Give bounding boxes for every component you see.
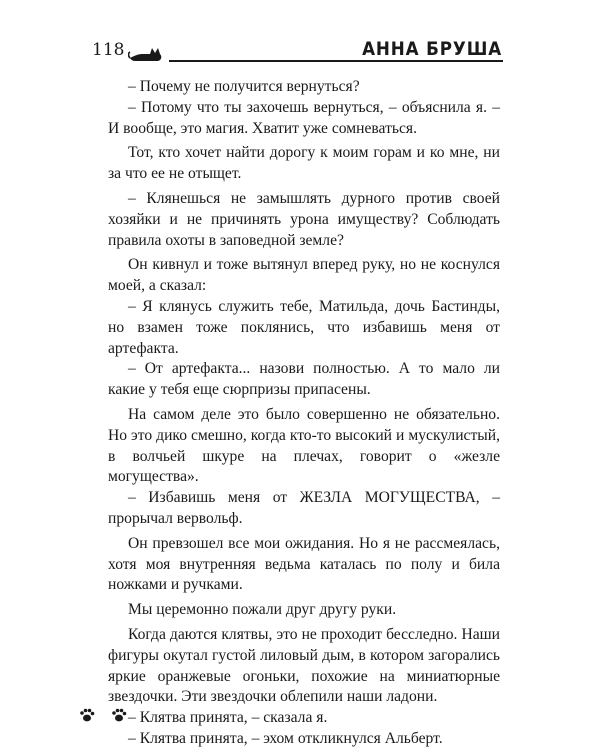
paragraph: Он кивнул и тоже вытянул вперед руку, но не коснулся моей, а сказал: [108,256,500,295]
paragraph: – Клятва принята, – сказала я. [128,709,328,727]
paragraph: Когда даются клятвы, это не проходит бесследно. Наши фигуры окутал густой лиловый дым, в котором загорались яркие оранжевые огоньки, похожие на миниатюрные звездочки. Эти звездочки облепили наши ладони. [108,625,500,706]
paragraph: – Потому что ты захочешь вернуться, – объяснила я. – И вообще, это магия. Хватит уже сомневаться. [108,98,500,137]
cat-icon [128,44,168,64]
paragraph: Тот, кто хочет найти дорогу к моим горам и ко мне, ни за что ее не отыщет. [108,144,500,183]
page-header [0,0,600,72]
paragraph: – Клянешься не замышлять дурного против своей хозяйки и не причинять урона имуществу? Соблюдать правила охоты в заповедной земле? [108,189,500,249]
paw-prints-icon [78,706,138,726]
paragraph: – Почему не получится вернуться? [128,78,360,95]
paragraph: – Избавишь меня от ЖЕЗЛА МОГУЩЕСТВА, – прорычал вервольф. [108,489,500,527]
page-number: 118 [92,40,125,60]
paragraph: Мы церемонно пожали друг другу руки. [128,601,397,619]
paragraph: Он превзошел все мои ожидания. Но я не рассмеялась, хотя моя внутренняя ведьма каталась по полу и била ножками и ручками. [108,534,500,594]
paragraph: – Я клянусь служить тебе, Матильда, дочь Бастинды, но взамен тоже поклянись, что избавишь меня от артефакта. [108,297,500,357]
paragraph: – Клятва принята, – эхом откликнулся Альберт. [128,729,443,747]
author-name: АННА БРУША [362,38,502,60]
header-rule [169,60,503,62]
paragraph: На самом деле это было совершенно не обязательно. Но это дико смешно, когда кто-то высокий и мускулистый, в волчьей шкуре на плечах, говорит о «жезле могущества». [108,405,500,486]
paragraph: – От артефакта... назови полностью. А то мало ли какие у тебя еще сюрпризы припасены. [108,360,500,399]
body-text [108,77,500,750]
